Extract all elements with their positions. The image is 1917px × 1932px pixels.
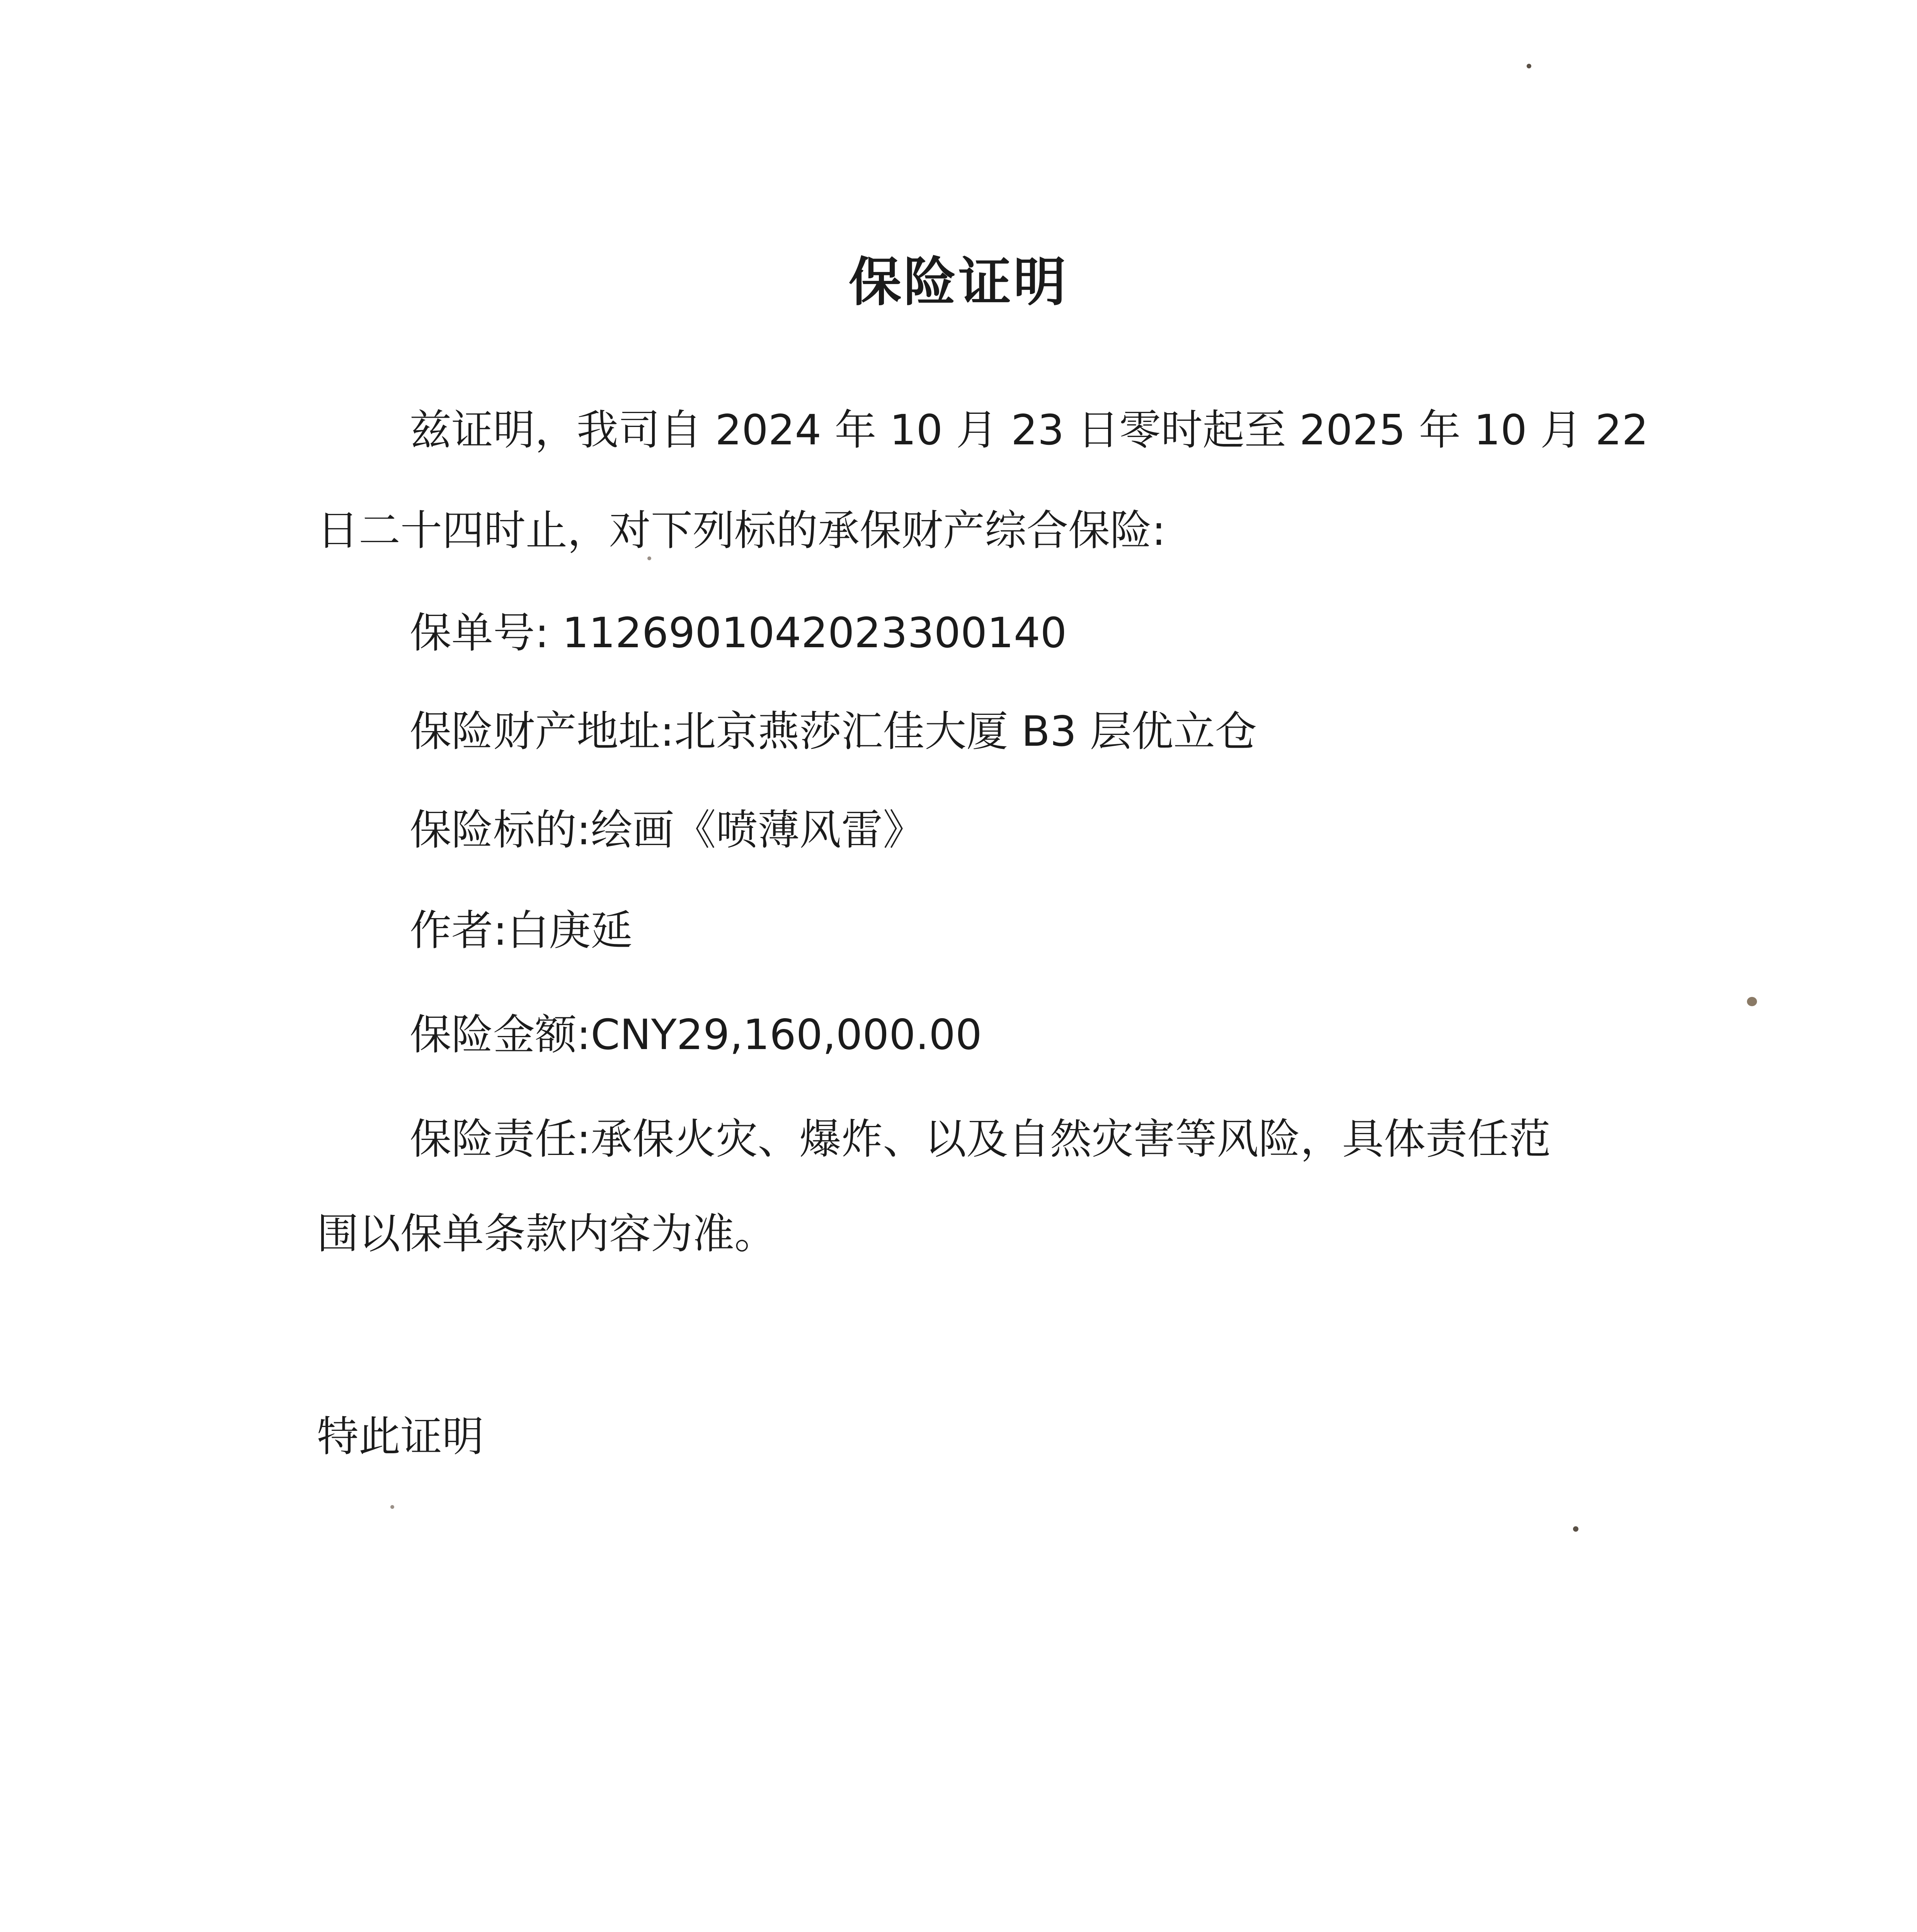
scan-speck (1573, 1526, 1578, 1532)
liability-line-1: 保险责任:承保火灾、爆炸、以及自然灾害等风险，具体责任范 (410, 1115, 1551, 1163)
intro-line-2: 日二十四时止，对下列标的承保财产综合保险: (317, 507, 1166, 555)
scan-speck (1527, 64, 1531, 68)
author: 作者:白庚延 (410, 906, 633, 955)
insured-item: 保险标的:绘画《喷薄风雷》 (410, 806, 925, 854)
property-address: 保险财产地址:北京燕莎汇佳大厦 B3 层优立仓 (410, 707, 1257, 756)
insured-amount: 保险金额:CNY29,160,000.00 (410, 1011, 982, 1059)
scan-speck (647, 556, 651, 560)
document-title: 保险证明 (849, 252, 1068, 313)
policy-number: 保单号: 1126901042023300140 (410, 609, 1067, 657)
scan-speck (390, 1505, 394, 1509)
closing-statement: 特此证明 (317, 1413, 484, 1461)
intro-line-1: 兹证明，我司自 2024 年 10 月 23 日零时起至 2025 年 10 月 22 (410, 406, 1649, 454)
liability-line-2: 围以保单条款内容为准。 (317, 1210, 776, 1258)
scan-speck (1747, 997, 1757, 1006)
